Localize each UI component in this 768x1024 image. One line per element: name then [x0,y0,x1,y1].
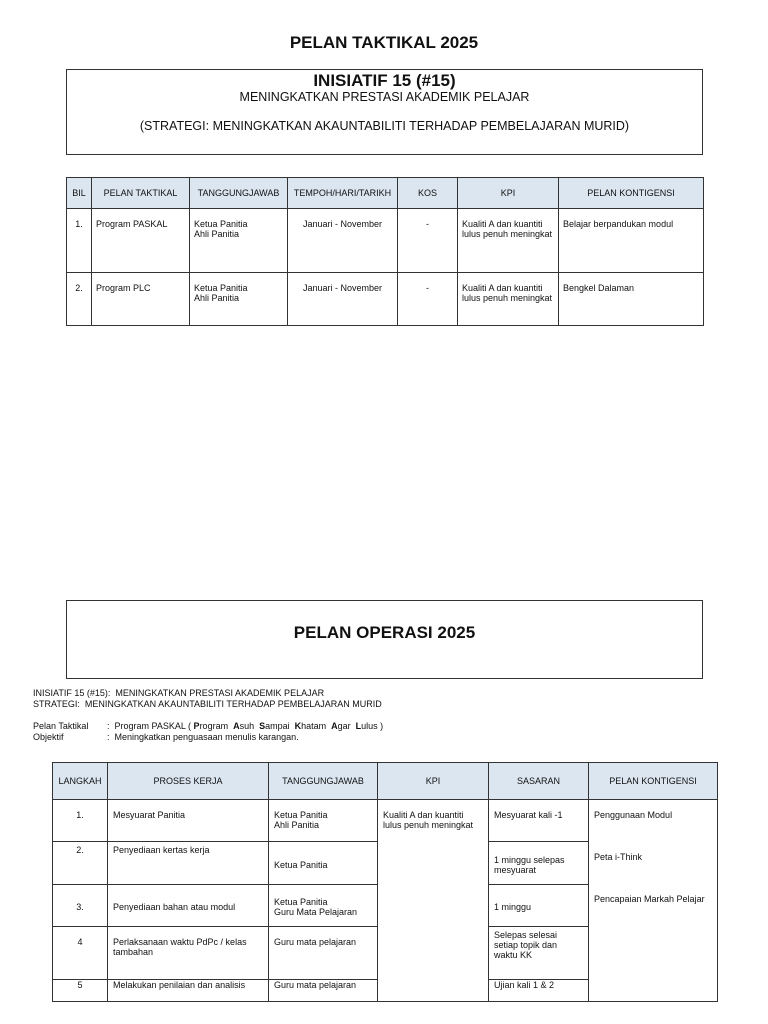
responsibility-line: Guru Mata Pelajaran [274,907,358,917]
acronym-rest: hatam [301,721,332,731]
table-row [53,800,718,842]
operation-title: PELAN OPERASI 2025 [293,623,476,642]
cell-plan: Program PLC [92,273,190,326]
page-title: PELAN TAKTIKAL 2025 [289,33,479,52]
column-header: PELAN KONTIGENSI [559,178,704,209]
responsibility-line: Ahli Panitia [194,293,240,303]
kpi-line: lulus penuh meningkat [462,293,553,303]
cell-kpi [458,209,559,273]
table-row [67,273,704,326]
objective-label: Objektif [33,732,64,742]
cell-target: Ujian kali 1 & 2 [489,980,589,1002]
column-header: TANGGUNGJAWAB [190,178,288,209]
column-header: BIL [67,178,92,209]
column-header: SASARAN [489,763,589,800]
column-header: KPI [378,763,489,800]
kpi-line: Kualiti A dan kuantiti [462,283,543,293]
cell-responsibility: Ketua Panitia [269,842,378,885]
contingency-item: Peta i-Think [594,852,643,862]
cell-responsibility [190,209,288,273]
initiative-title: INISIATIF 15 (#15) [313,71,456,90]
cell-step: 4 [53,927,108,980]
acronym-rest: ampai [265,721,295,731]
operation-strategy-line: STRATEGI: MENINGKATKAN AKAUNTABILITI TERHADAP PEMBELAJARAN MURID [33,699,382,709]
cell-kpi [458,273,559,326]
cell-contingency: Belajar berpandukan modul [559,209,704,273]
table-header-row [67,178,704,209]
tactical-label: Pelan Taktikal [33,721,89,731]
cell-responsibility: Guru mata pelajaran [269,980,378,1002]
kpi-line: lulus penuh meningkat [462,229,553,239]
cell-responsibility [190,273,288,326]
acronym-letter: A [233,721,240,731]
cell-responsibility [269,885,378,927]
cell-responsibility [269,800,378,842]
acronym-letter: L [355,721,362,731]
cell-target: 1 minggu [489,885,589,927]
initiative-strategy: (STRATEGI: MENINGKATKAN AKAUNTABILITI TERHADAP PEMBELAJARAN MURID) [139,119,630,133]
cell-bil: 1. [67,209,92,273]
cell-plan: Program PASKAL [92,209,190,273]
responsibility-line: Ketua Panitia [194,219,248,229]
cell-process: Perlaksanaan waktu PdPc / kelas tambahan [108,927,269,980]
cell-period: Januari - November [288,209,398,273]
cell-target: Mesyuarat kali -1 [489,800,589,842]
kpi-line: lulus penuh meningkat [383,820,474,830]
cell-contingency [589,800,718,1002]
tactical-plan-line [33,721,383,732]
column-header: KOS [398,178,458,209]
tactical-plan-table [66,177,704,326]
column-header: TANGGUNGJAWAB [269,763,378,800]
acronym-rest: suh [239,721,260,731]
operation-title-box [66,600,703,679]
kpi-line: Kualiti A dan kuantiti [383,810,464,820]
cell-step: 1. [53,800,108,842]
column-header: LANGKAH [53,763,108,800]
acronym-rest: gar [337,721,356,731]
acronym-letter: K [294,721,302,731]
cell-step: 2. [53,842,108,885]
cell-target: 1 minggu selepas mesyuarat [489,842,589,885]
operation-initiative-line: INISIATIF 15 (#15): MENINGKATKAN PRESTASI AKADEMIK PELAJAR [33,688,325,698]
responsibility-line: Ahli Panitia [274,820,320,830]
responsibility-line: Ahli Panitia [194,229,240,239]
table-header-row [53,763,718,800]
column-header: PELAN KONTIGENSI [589,763,718,800]
acronym-letter: S [259,721,266,731]
operation-plan-table [52,762,718,1002]
tactical-value: Program PASKAL ( [114,721,194,731]
cell-process: Penyediaan kertas kerja [108,842,269,885]
objective-separator: : [107,732,115,742]
table-row [67,209,704,273]
cell-responsibility: Guru mata pelajaran [269,927,378,980]
responsibility-line: Ketua Panitia [274,897,328,907]
cell-target: Selepas selesai setiap topik dan waktu KK [489,927,589,980]
cell-contingency: Bengkel Dalaman [559,273,704,326]
cell-cost: - [398,209,458,273]
acronym-rest: ulus ) [361,721,384,731]
column-header: KPI [458,178,559,209]
cell-period: Januari - November [288,273,398,326]
cell-process: Melakukan penilaian dan analisis [108,980,269,1002]
cell-step: 5 [53,980,108,1002]
tactical-separator: : [107,721,115,731]
acronym-rest: rogram [199,721,234,731]
contingency-item: Penggunaan Modul [594,810,673,820]
initiative-subtitle: MENINGKATKAN PRESTASI AKADEMIK PELAJAR [239,90,530,104]
cell-bil: 2. [67,273,92,326]
responsibility-line: Ketua Panitia [194,283,248,293]
cell-process: Mesyuarat Panitia [108,800,269,842]
column-header: TEMPOH/HARI/TARIKH [288,178,398,209]
column-header: PELAN TAKTIKAL [92,178,190,209]
objective-value: Meningkatkan penguasaan menulis karangan. [114,732,299,742]
acronym-letter: P [193,721,200,731]
initiative-box [66,69,703,155]
responsibility-line: Ketua Panitia [274,810,328,820]
contingency-item: Pencapaian Markah Pelajar [594,894,705,904]
cell-kpi [378,800,489,1002]
acronym-letter: A [331,721,338,731]
column-header: PROSES KERJA [108,763,269,800]
kpi-line: Kualiti A dan kuantiti [462,219,543,229]
cell-step: 3. [53,885,108,927]
cell-cost: - [398,273,458,326]
cell-process: Penyediaan bahan atau modul [108,885,269,927]
objective-line [33,732,299,743]
